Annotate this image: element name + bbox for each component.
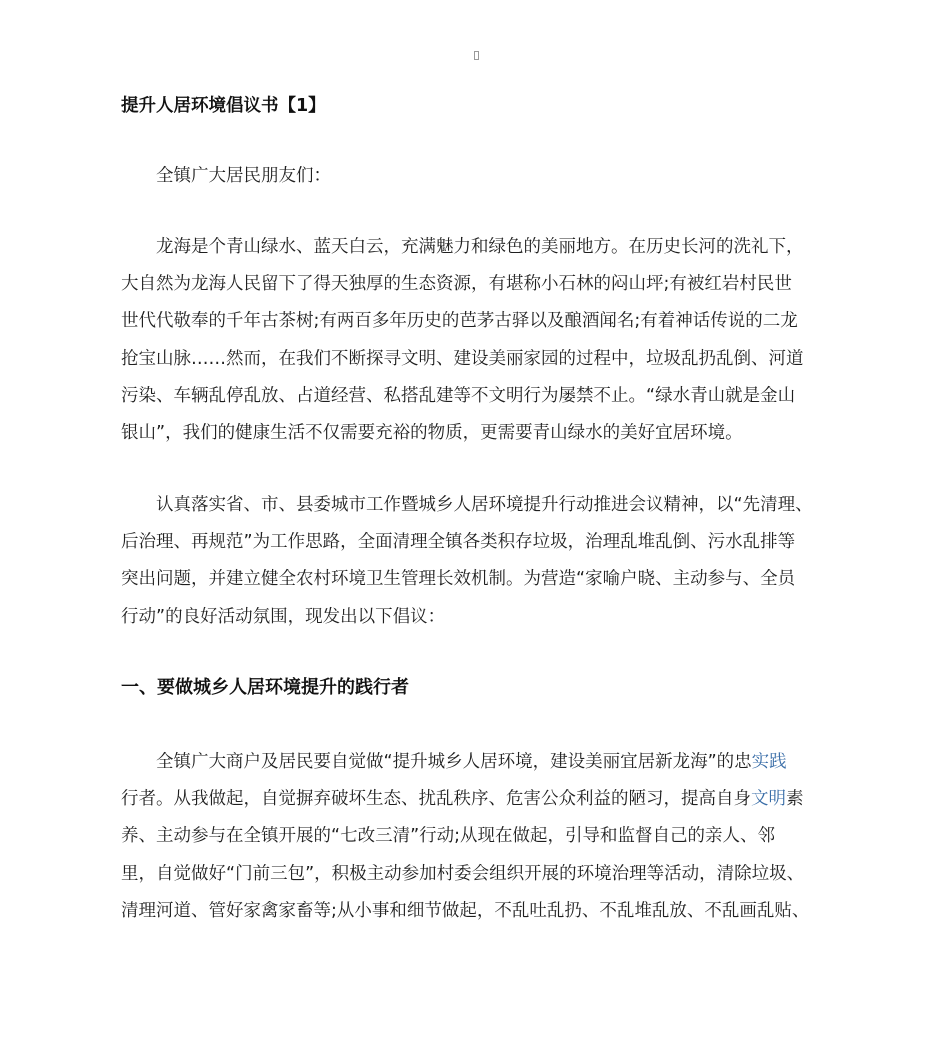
paragraph-line: 污染、车辆乱停乱放、占道经营、私搭乱建等不文明行为屡禁不止。“绿水青山就是金山	[121, 385, 796, 406]
practice-link[interactable]: 实践	[751, 752, 787, 772]
paragraph-line: 突出问题，并建立健全农村环境卫生管理长效机制。为营造“家喻户晓、主动参与、全员	[121, 569, 796, 590]
document-title: 提升人居环境倡议书【1】	[121, 96, 326, 116]
paragraph-line: 里，自觉做好“门前三包”，积极主动参加村委会组织开展的环境治理等活动，清除垃圾、	[121, 863, 805, 884]
paragraph-intro	[121, 229, 804, 452]
paragraph-line: 世代代敬奉的千年古茶树;有两百多年历史的芭茅古驿以及酿酒闻名;有着神话传说的二龙	[121, 311, 798, 332]
paragraph-line: 大自然为龙海人民留下了得天独厚的生态资源，有堪称小石林的闷山坪;有被红岩村民世	[121, 274, 792, 295]
salutation	[121, 158, 331, 195]
paragraph-text: 行者。从我做起，自觉摒弃破坏生态、扰乱秩序、危害公众利益的陋习，提高自身	[121, 789, 751, 810]
paragraph-line: 认真落实省、市、县委城市工作暨城乡人居环境提升行动推进会议精神，以“先清理、	[156, 495, 813, 515]
paragraph-line: 清理河道、管好家禽家畜等;从小事和细节做起，不乱吐乱扔、不乱堆乱放、不乱画乱贴、	[121, 900, 810, 921]
paragraph-line: 龙海是个青山绿水、蓝天白云，充满魅力和绿色的美丽地方。在历史长河的洗礼下，	[156, 237, 804, 257]
paragraph-purpose	[121, 487, 813, 636]
paragraph-line: 抢宝山脉……然而，在我们不断探寻文明、建设美丽家园的过程中，垃圾乱扔乱倒、河道	[121, 348, 804, 369]
paragraph-line: 后治理、再规范”为工作思路，全面清理全镇各类积存垃圾，治理乱堆乱倒、污水乱排等	[121, 532, 796, 553]
paragraph-text: 素	[786, 789, 804, 810]
paragraph-line	[121, 781, 809, 818]
paragraph-line: 银山”，我们的健康生活不仅需要充裕的物质，更需要青山绿水的美好宜居环境。	[121, 422, 743, 443]
paragraph-line	[121, 744, 809, 781]
page-marker-icon	[474, 51, 479, 60]
paragraph-line: 行动”的良好活动氛围，现发出以下倡议：	[121, 606, 446, 627]
paragraph-section-1	[121, 744, 809, 930]
salutation-text: 全镇广大居民朋友们：	[156, 166, 331, 186]
civilization-link[interactable]: 文明	[751, 789, 786, 810]
paragraph-text: 全镇广大商户及居民要自觉做“提升城乡人居环境，建设美丽宜居新龙海”的忠	[156, 752, 752, 772]
section-heading-1: 一、要做城乡人居环境提升的践行者	[121, 677, 409, 698]
paragraph-line: 养、主动参与在全镇开展的“七改三清”行动;从现在做起，引导和监督自己的亲人、邻	[121, 826, 776, 847]
